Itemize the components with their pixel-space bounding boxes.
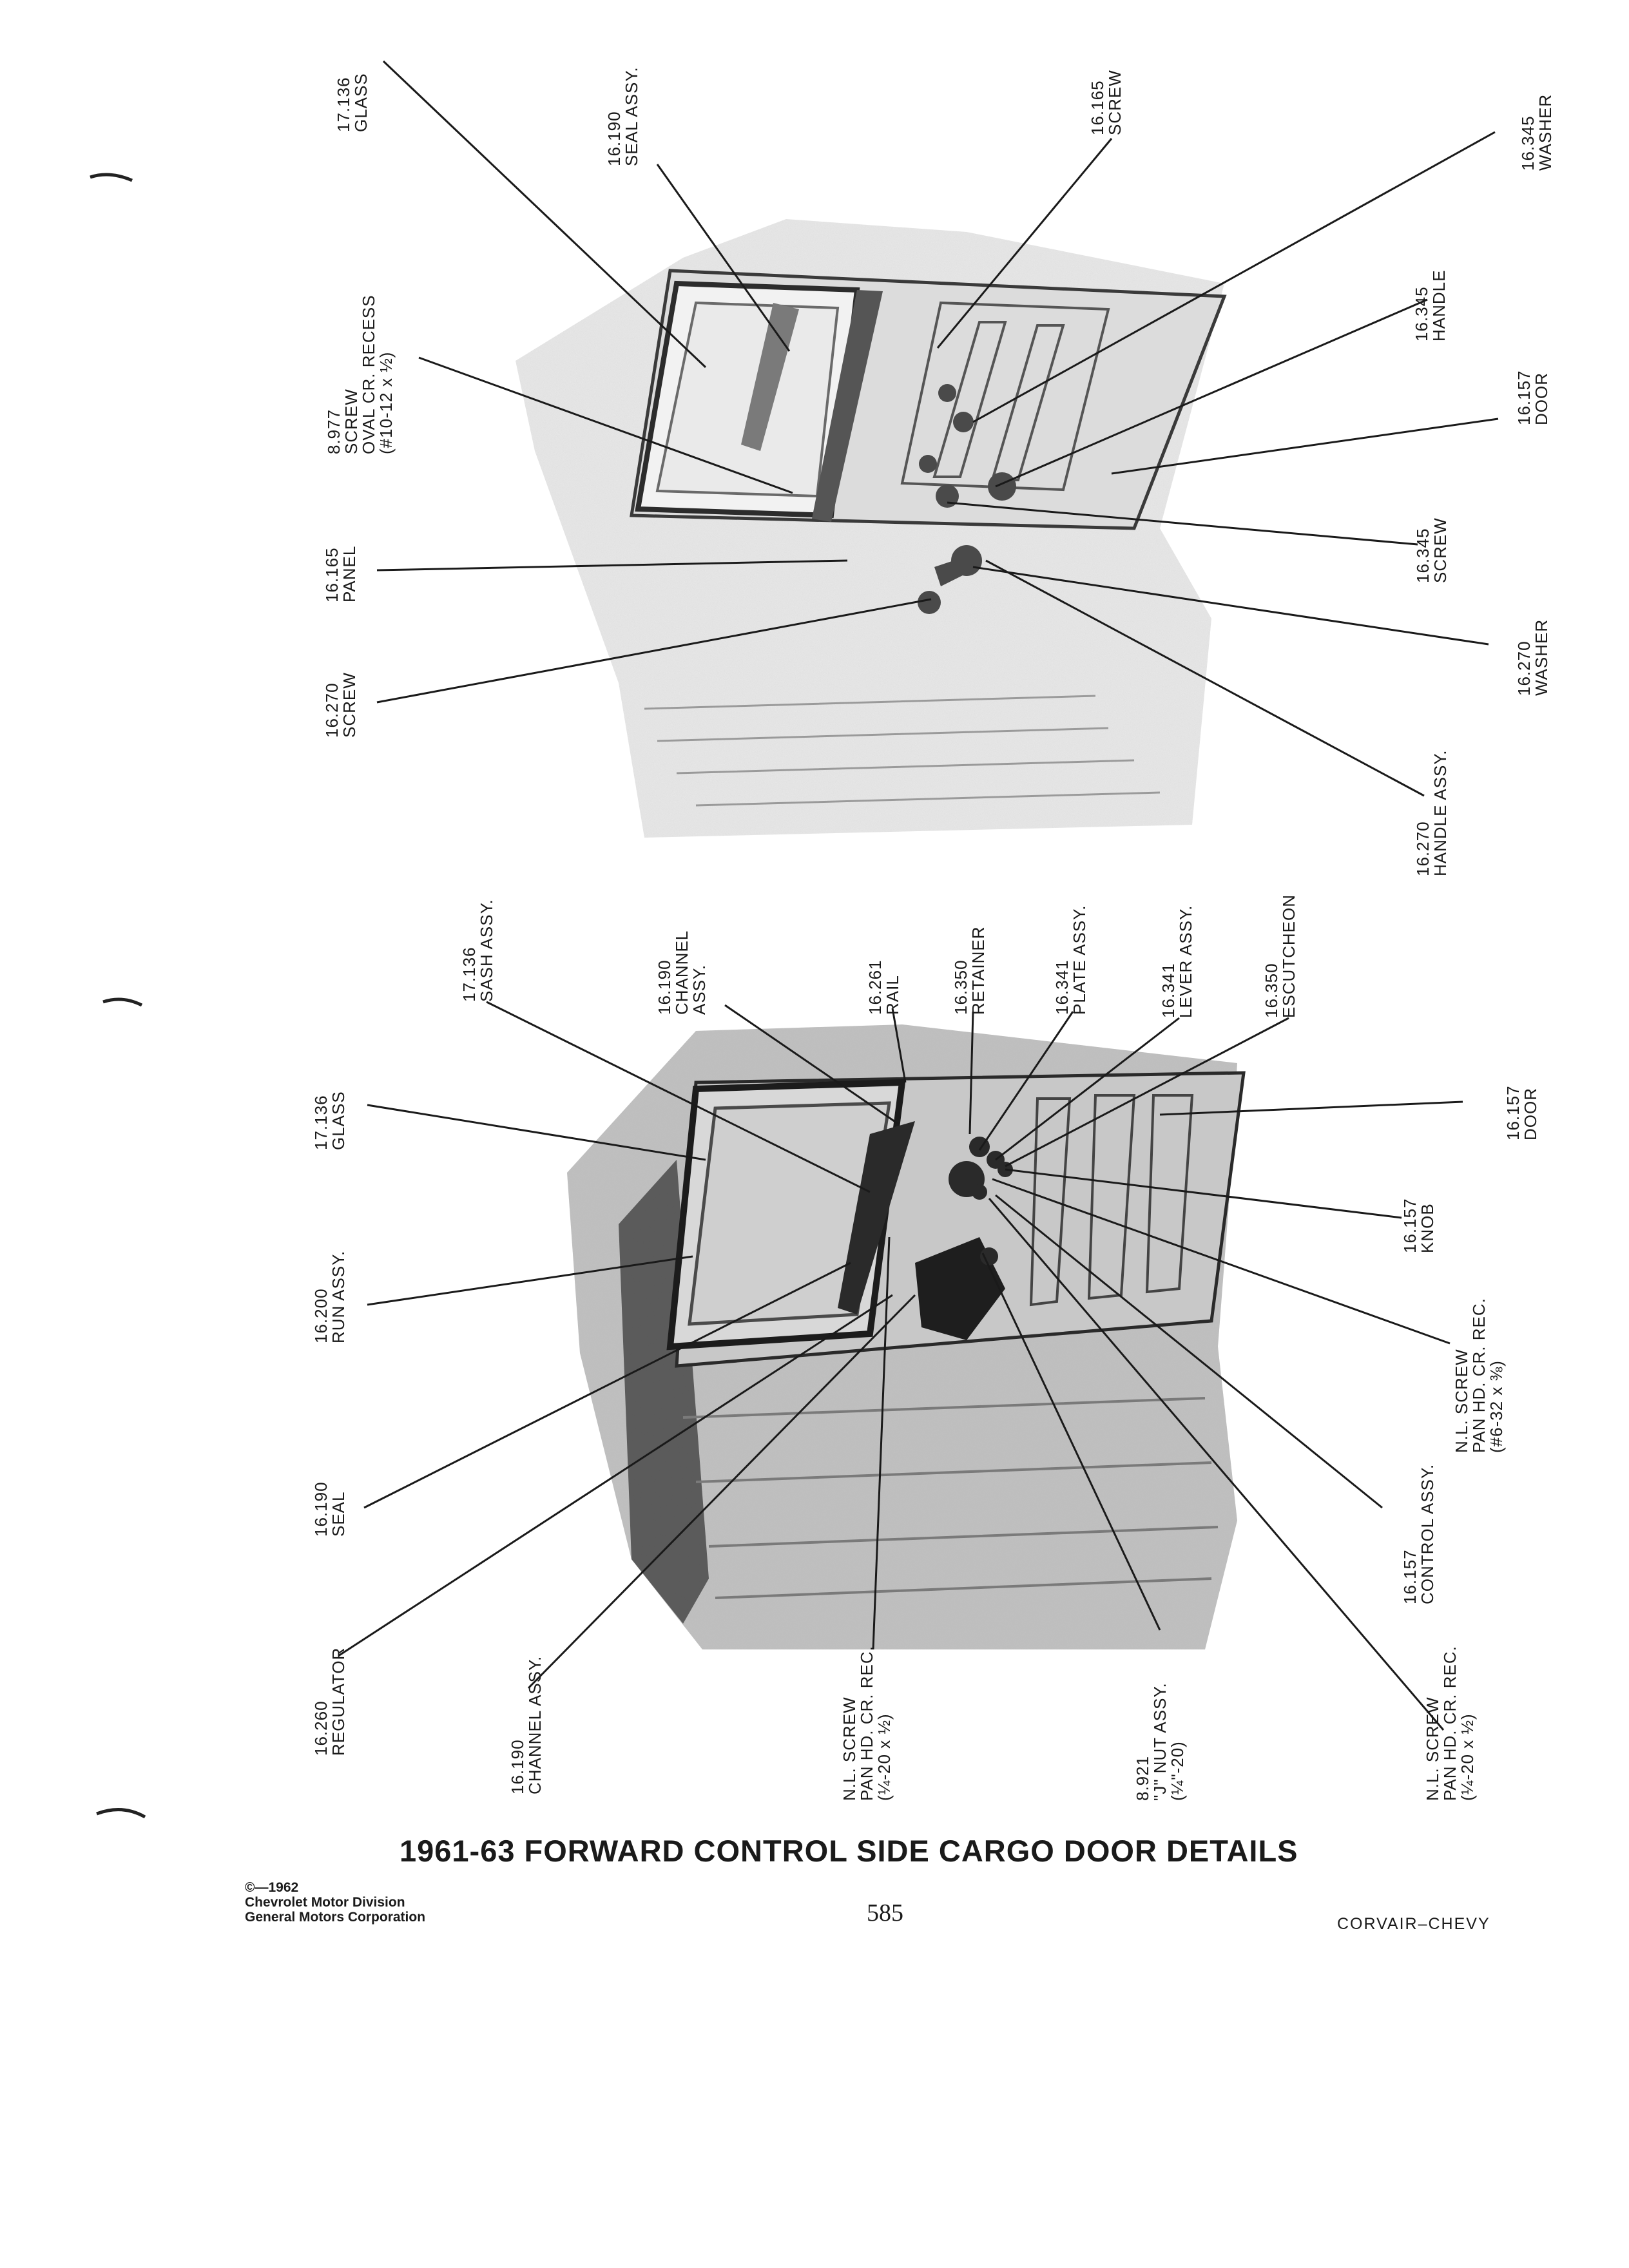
callout-16-157-door-upper: 16.157 DOOR [1514,370,1551,425]
callout-16-345-screw: 16.345 SCREW [1413,517,1450,583]
page-number: 585 [867,1899,903,1927]
callout-16-190-channel-assy-top: 16.190 CHANNEL ASSY. [655,930,709,1015]
callout-8-977-screw: 8.977 SCREW OVAL CR. RECESS (#10-12 x ½) [324,294,396,454]
copyright-corporation: General Motors Corporation [245,1910,426,1925]
callout-nl-screw-quarter-20-a: N.L. SCREW PAN HD. CR. REC. (¼-20 x ½) [840,1646,894,1801]
callout-16-260-regulator: 16.260 REGULATOR [311,1647,348,1756]
callout-16-345-handle: 16.345 HANDLE [1412,269,1449,341]
callout-16-350-escutcheon: 16.350 ESCUTCHEON [1262,894,1298,1018]
callout-16-190-channel-assy-bottom: 16.190 CHANNEL ASSY. [508,1655,545,1794]
callout-16-190-seal-assy: 16.190 SEAL ASSY. [604,66,641,166]
callout-17-136-sash-assy: 17.136 SASH ASSY. [459,899,496,1002]
callout-16-157-knob: 16.157 KNOB [1400,1198,1437,1253]
copyright-year: ©—1962 [245,1880,299,1895]
copyright-division: Chevrolet Motor Division [245,1895,405,1910]
callout-17-136-glass-lower: 17.136 GLASS [311,1091,348,1150]
callout-17-136-glass: 17.136 GLASS [334,73,371,132]
callout-16-270-handle-assy: 16.270 HANDLE ASSY. [1413,749,1450,876]
copyright-block [245,1880,425,1925]
callout-16-165-panel: 16.165 PANEL [322,545,359,602]
callout-16-165-screw: 16.165 SCREW [1088,70,1124,135]
lower-door-illustration [567,1024,1244,1649]
binder-mark-middle [103,999,142,1005]
callout-16-190-seal: 16.190 SEAL [311,1481,348,1537]
callout-nl-screw-quarter-20-b: N.L. SCREW PAN HD. CR. REC. (¼-20 x ½) [1423,1646,1477,1801]
upper-door-illustration [516,219,1224,838]
page-title: 1961-63 FORWARD CONTROL SIDE CARGO DOOR DETAILS [400,1834,1298,1868]
callout-16-261-rail: 16.261 RAIL [865,959,902,1015]
callout-16-157-control-assy: 16.157 CONTROL ASSY. [1400,1463,1437,1604]
callout-16-341-lever-assy: 16.341 LEVER ASSY. [1159,905,1195,1018]
callout-16-157-door-lower: 16.157 DOOR [1503,1085,1540,1140]
binder-mark-top [90,175,132,180]
callout-16-350-retainer: 16.350 RETAINER [951,926,988,1015]
brand-label: CORVAIR–CHEVY [1337,1915,1490,1933]
callout-16-345-washer: 16.345 WASHER [1518,93,1555,171]
callout-nl-screw-6-32: N.L. SCREW PAN HD. CR. REC. (#6-32 x ⅜) [1452,1298,1506,1453]
callout-16-200-run-assy: 16.200 RUN ASSY. [311,1250,348,1343]
callout-16-341-plate-assy: 16.341 PLATE ASSY. [1052,905,1089,1015]
callout-8-921-j-nut-assy: 8.921 "J" NUT ASSY. (¼"-20) [1133,1682,1187,1801]
callout-16-270-washer: 16.270 WASHER [1514,619,1551,696]
callout-16-270-screw: 16.270 SCREW [322,672,359,738]
binder-mark-bottom [97,1810,145,1817]
